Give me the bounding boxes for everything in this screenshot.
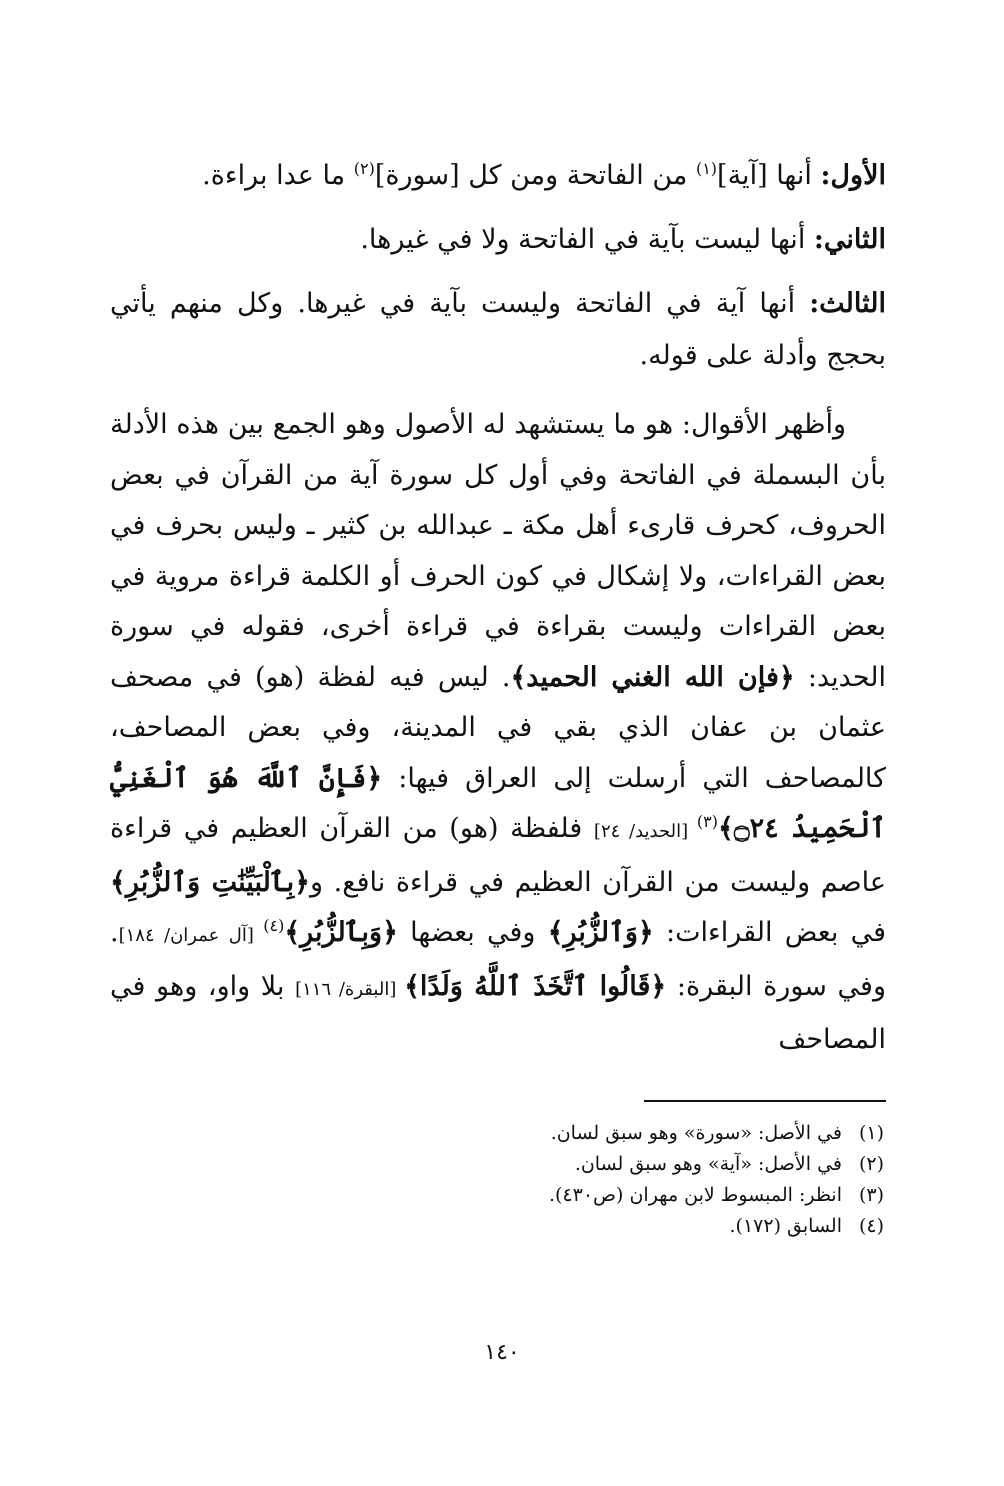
opinion-first <box>110 150 886 202</box>
footnote-ref-4: (٤) <box>263 916 285 935</box>
quran-quote-5: ﴿وَبِٱلزُّبُرِ﴾ <box>284 917 398 948</box>
footnote-text: السابق (١٧٢). <box>729 1215 842 1237</box>
opinion-third-text: أنها آية في الفاتحة وليست بآية في غيرها. وكل منهم يأتي بحجج وأدلة على قوله. <box>110 288 886 371</box>
verse-ref-2: [آل عمران/ ١٨٤] <box>118 925 264 946</box>
opinion-first-lead: الأول: <box>820 160 886 191</box>
quran-quote-6: ﴿قَالُوا ٱتَّخَذَ ٱللَّهُ وَلَدًا﴾ <box>404 970 667 1002</box>
footnote-number: (٣) <box>858 1184 884 1206</box>
para-text-5: وفي بعضها <box>397 917 548 948</box>
footnote-divider <box>644 1100 886 1102</box>
footnote-ref-1: (١) <box>695 159 718 178</box>
footnotes <box>284 1118 884 1242</box>
opinion-second-text: أنها ليست بآية في الفاتحة ولا في غيرها. <box>360 224 814 255</box>
quran-quote-4: ﴿وَٱلزُّبُرِ﴾ <box>547 917 654 948</box>
footnote-item <box>284 1180 884 1211</box>
opinion-second <box>110 214 886 266</box>
footnote-text: في الأصل: «آية» وهو سبق لسان. <box>574 1153 842 1175</box>
page-number: ١٤٠ <box>484 1340 520 1365</box>
footnote-item <box>284 1118 884 1149</box>
verse-ref-1: [الحديد/ ٢٤] <box>593 821 697 842</box>
opinion-second-lead: الثاني: <box>813 224 886 255</box>
para-text-6: . وفي سورة البقرة: <box>110 917 886 1002</box>
footnote-number: (٢) <box>858 1153 884 1175</box>
main-text <box>110 150 886 1066</box>
main-paragraph <box>110 400 886 1066</box>
opinion-first-text-2: من الفاتحة ومن كل [سورة] <box>374 160 696 191</box>
opinion-first-text-3: ما عدا براءة. <box>202 160 354 191</box>
quran-quote-3: ﴿بِٱلْبَيِّنَٰتِ وَٱلزُّبُرِ﴾ <box>110 866 310 898</box>
footnote-number: (١) <box>858 1122 884 1144</box>
para-text-1: وأظهر الأقوال: هو ما يستشهد له الأصول وهو الجمع بين هذه الأدلة بأن البسملة في الفاتحة وفي أول كل سورة آية من القرآن في بعض الحروف، كحرف قارىء أهل مكة ـ عبدالله بن كثير ـ وليس بحرف في بعض القراءات، ولا إشكال في كون الحرف أو الكلمة قراءة مروية في بعض القراءات وليست بقراءة في قراءة أخرى، فقوله في سورة الحديد: <box>110 409 886 693</box>
footnote-item <box>284 1211 884 1242</box>
para-text-3: فلفظة (هو) من القرآن العظيم في قراءة عاصم وليست من القرآن العظيم في قراءة نافع. و <box>110 813 887 898</box>
opinion-third <box>110 278 886 382</box>
footnote-item <box>284 1149 884 1180</box>
opinion-third-lead: الثالث: <box>809 288 886 319</box>
footnote-text: انظر: المبسوط لابن مهران (ص٤٣٠). <box>548 1184 842 1206</box>
footnote-text: في الأصل: «سورة» وهو سبق لسان. <box>550 1122 842 1144</box>
para-text-7: بلا واو، وهو في المصاحف <box>110 970 886 1055</box>
footnote-ref-2: (٢) <box>353 159 375 178</box>
opinion-first-text-1: أنها [آية] <box>717 160 821 191</box>
para-text-4: في بعض القراءات: <box>653 917 886 948</box>
verse-ref-3: [البقرة/ ١١٦] <box>295 978 405 1000</box>
quran-quote-1: ﴿فإن الله الغني الحميد﴾ <box>510 661 795 693</box>
para-text-2: . ليس فيه لفظة (هو) في مصحف عثمان بن عفان الذي بقي في المدينة، وفي بعض المصاحف، كالمصاحف التي أرسلت إلى العراق فيها: <box>110 661 887 794</box>
footnote-number: (٤) <box>858 1215 884 1237</box>
footnote-ref-3: (٣) <box>696 812 718 831</box>
quran-quote-2: ﴿فَإِنَّ ٱللَّهَ هُوَ ٱلْغَنِيُّ ٱلْحَمِيدُ ۝٢٤﴾ <box>110 762 886 844</box>
